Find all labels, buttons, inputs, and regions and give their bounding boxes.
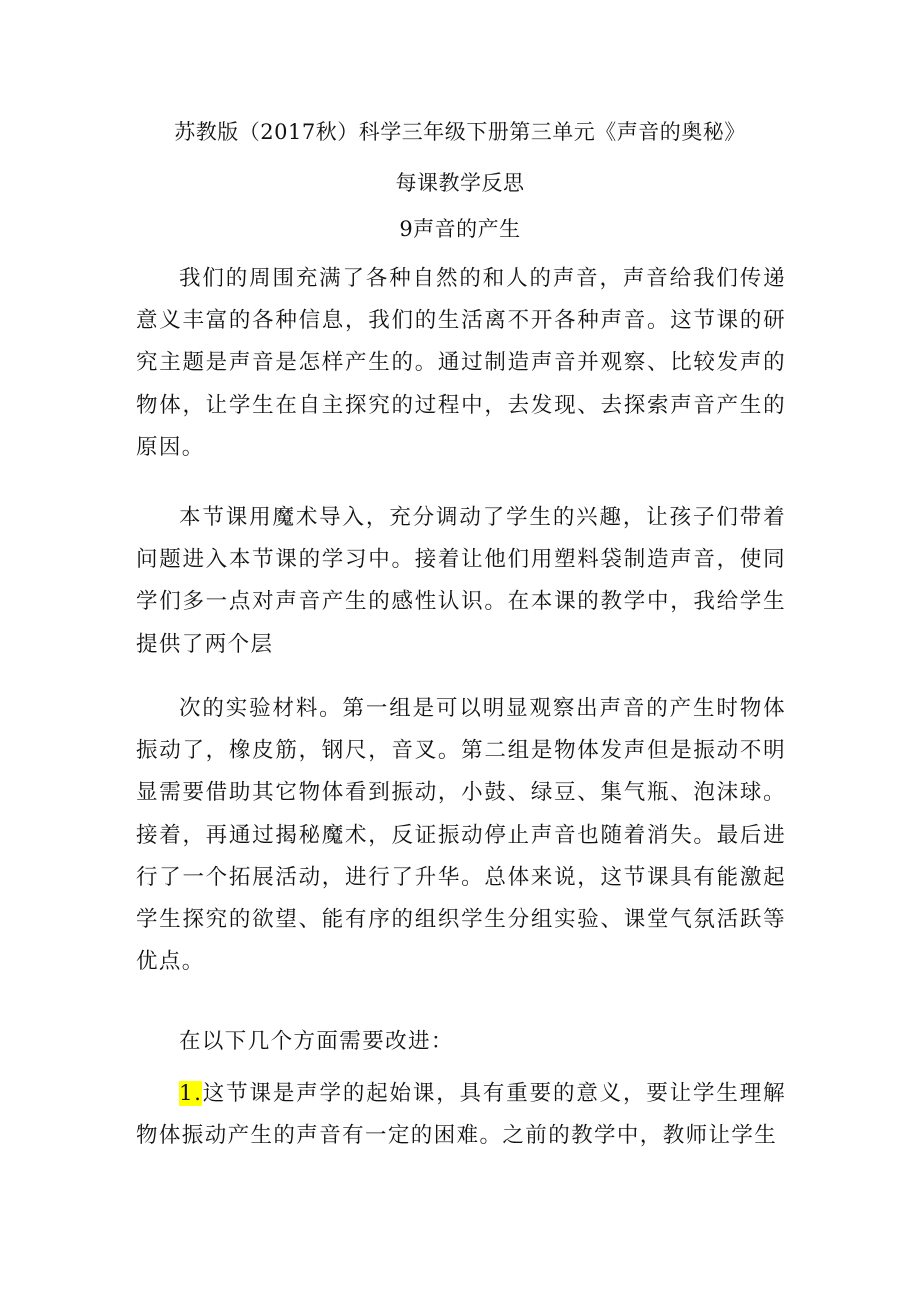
item-text: 这节课是声学的起始课，具有重要的意义，要让学生理解物体振动产生的声音有一定的困难。之前的教学中，教师让学生 <box>136 1081 786 1149</box>
numbered-item-1 <box>136 1073 786 1157</box>
item-number-highlight: 1. <box>179 1081 203 1106</box>
paragraph-lesson-design: 本节课用魔术导入，充分调动了学生的兴趣，让孩子们带着问题进入本节课的学习中。接着让他们用塑料袋制造声音，使同学们多一点对声音产生的感性认识。在本课的教学中，我给学生提供了两个层 <box>136 505 786 657</box>
paragraph-improvements-heading: 在以下几个方面需要改进： <box>179 1029 454 1054</box>
document-subtitle: 每课教学反思 <box>395 171 525 195</box>
lesson-title: 9声音的产生 <box>399 217 521 241</box>
paragraph-experiment-materials: 次的实验材料。第一组是可以明显观察出声音的产生时物体振动了，橡皮筋，钢尺，音叉。第二组是物体发声但是振动不明显需要借助其它物体看到振动，小鼓、绿豆、集气瓶、泡沫球。接着，再通过揭秘魔术，反证振动停止声音也随着消失。最后进行了一个拓展活动，进行了升华。总体来说，这节课具有能激起学生探究的欲望、能有序的组织学生分组实验、课堂气氛活跃等优点。 <box>136 696 786 975</box>
paragraph-intro: 我们的周围充满了各种自然的和人的声音，声音给我们传递意义丰富的各种信息，我们的生活离不开各种声音。这节课的研究主题是声音是怎样产生的。通过制造声音并观察、比较发声的物体，让学生在自主探究的过程中，去发现、去探索声音产生的原因。 <box>136 266 786 460</box>
document-title: 苏教版（2017秋）科学三年级下册第三单元《声音的奥秘》 <box>174 120 746 144</box>
